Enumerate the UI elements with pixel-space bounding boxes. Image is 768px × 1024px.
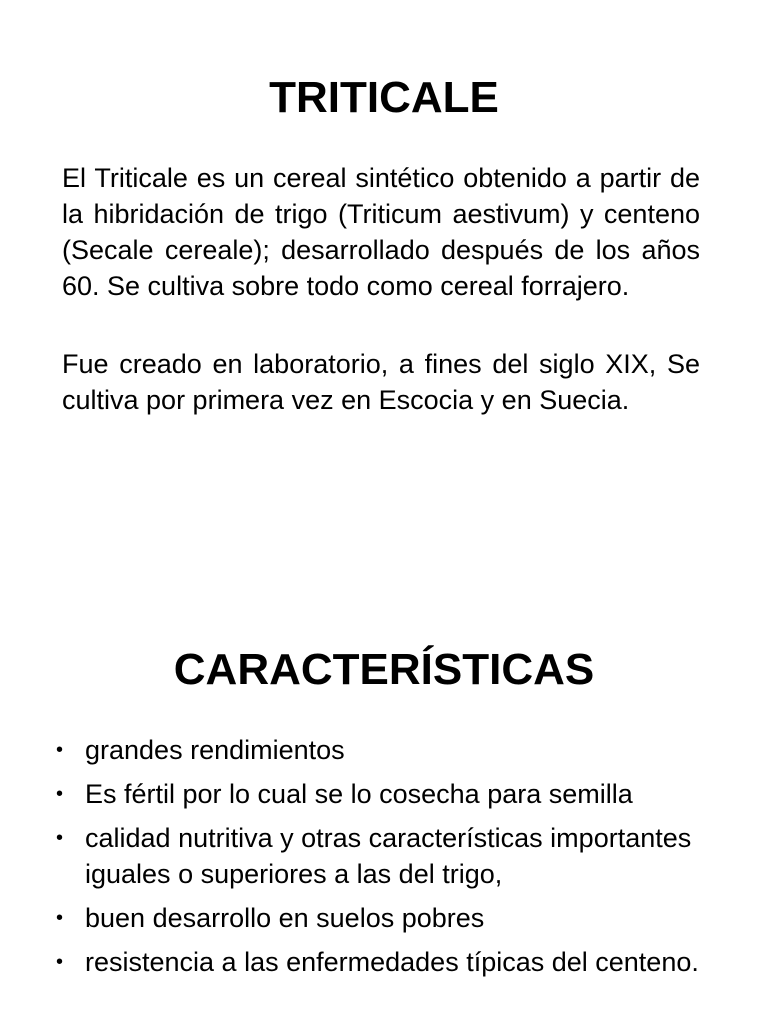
slide-caracteristicas bbox=[0, 600, 768, 1024]
bullet-text: buen desarrollo en suelos pobres bbox=[85, 903, 485, 933]
bullet-icon: • bbox=[56, 951, 64, 973]
bullet-text: calidad nutritiva y otras características importantes iguales o superiores a las del trigo, bbox=[85, 823, 692, 889]
bullet-item bbox=[56, 900, 726, 936]
paragraph-origin: Fue creado en laboratorio, a fines del siglo XIX, Se cultiva por primera vez en Escocia y en Suecia. bbox=[62, 349, 700, 415]
bullet-list bbox=[56, 732, 726, 988]
slide-title: CARACTERÍSTICAS bbox=[173, 645, 595, 694]
bullet-item bbox=[56, 944, 726, 980]
slide-title: TRITICALE bbox=[269, 73, 499, 122]
bullet-icon: • bbox=[56, 827, 64, 849]
bullet-text: Es fértil por lo cual se lo cosecha para semilla bbox=[85, 779, 633, 809]
bullet-icon: • bbox=[56, 783, 64, 805]
bullet-item bbox=[56, 776, 726, 812]
bullet-item bbox=[56, 820, 726, 892]
bullet-icon: • bbox=[56, 739, 64, 761]
bullet-icon: • bbox=[56, 907, 64, 929]
bullet-text: resistencia a las enfermedades típicas del centeno. bbox=[85, 947, 699, 977]
paragraph-definition: El Triticale es un cereal sintético obtenido a partir de la hibridación de trigo (Triticum aestivum) y centeno (Secale cereale); desarrollado después de los años 60. Se cultiva sobre todo como cereal forrajero. bbox=[62, 163, 700, 301]
bullet-item bbox=[56, 732, 726, 768]
bullet-text: grandes rendimientos bbox=[85, 735, 345, 765]
